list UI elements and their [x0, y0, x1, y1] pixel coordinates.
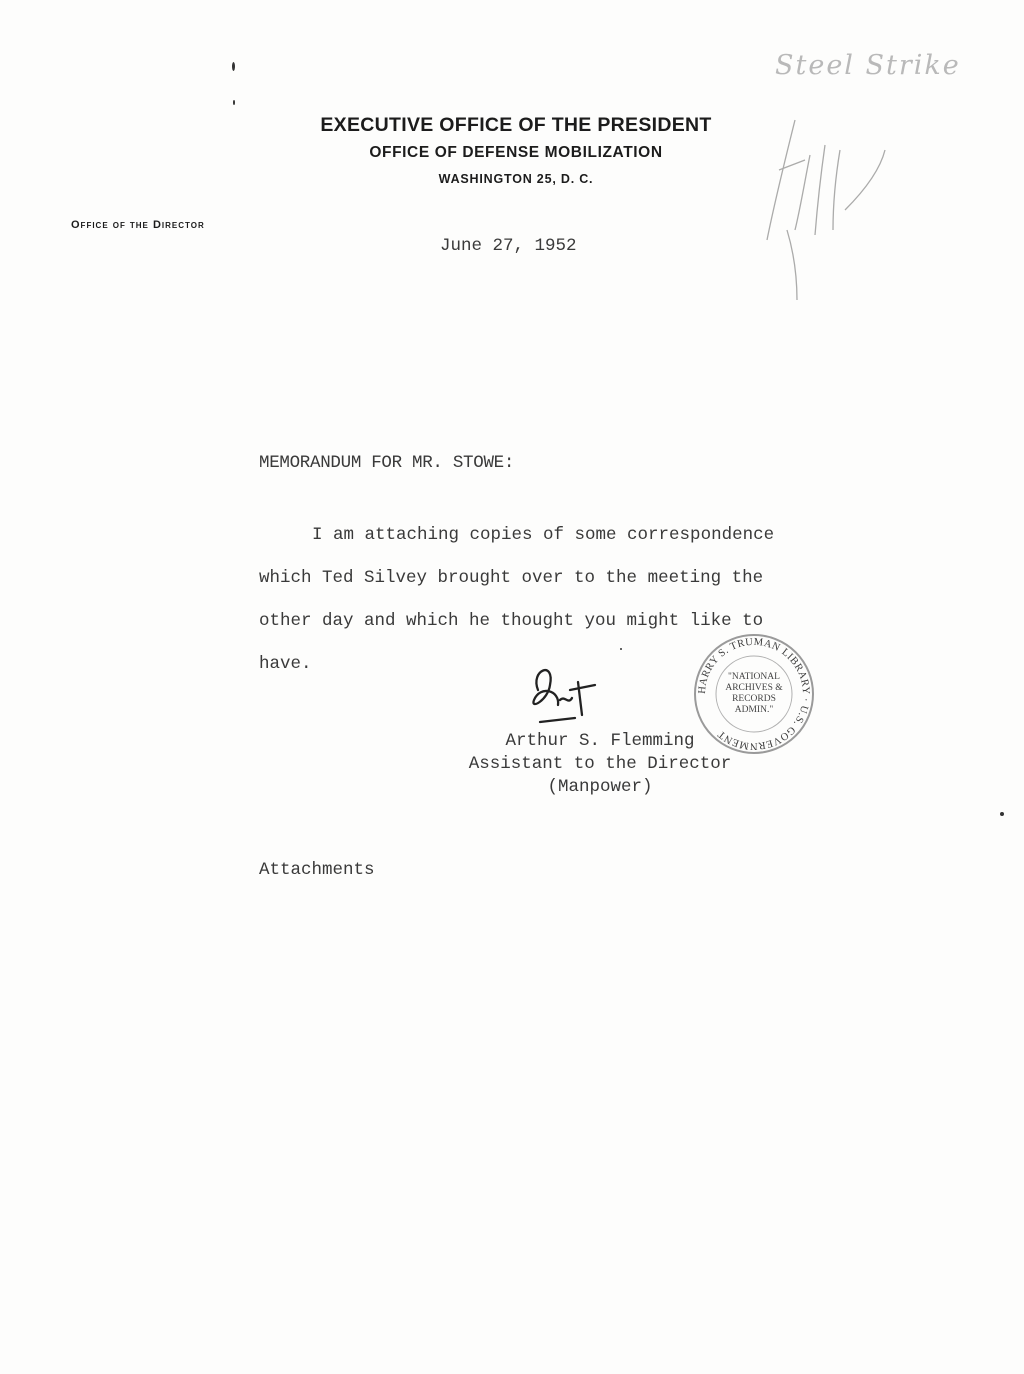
- stamp-line-4: ADMIN.": [734, 705, 774, 715]
- body-line-1: I am attaching copies of some correspondence: [312, 525, 775, 545]
- handwritten-annotation: Steel Strike: [775, 50, 961, 81]
- attachments-note: Attachments: [259, 860, 375, 880]
- body-line-2: which Ted Silvey brought over to the meeting the: [259, 568, 764, 588]
- stamp-center-text: [692, 672, 816, 716]
- stamp-line-3: RECORDS: [732, 694, 776, 704]
- paper-mark: [620, 648, 622, 650]
- memo-date: June 27, 1952: [440, 236, 577, 256]
- body-line-3: other day and which he thought you might like to: [259, 611, 764, 631]
- paper-mark: [233, 100, 235, 105]
- paper-mark: [232, 62, 235, 71]
- archives-stamp: [692, 632, 816, 756]
- stamp-line-1: "NATIONAL: [728, 672, 780, 682]
- letterhead: [288, 112, 744, 190]
- signer-department: (Manpower): [547, 777, 653, 797]
- stamp-line-2: ARCHIVES &: [725, 683, 783, 693]
- paper-mark: [1000, 812, 1004, 816]
- letterhead-agency: EXECUTIVE OFFICE OF THE PRESIDENT: [320, 114, 712, 136]
- handwritten-signature: [520, 660, 620, 740]
- office-of-director: Office of the Director: [71, 219, 205, 231]
- memo-heading: MEMORANDUM FOR MR. STOWE:: [259, 453, 515, 473]
- handwritten-file-mark: [755, 100, 895, 310]
- body-line-4: have.: [259, 654, 312, 674]
- signer-name: Arthur S. Flemming: [505, 731, 695, 751]
- letterhead-address: WASHINGTON 25, D. C.: [438, 172, 594, 186]
- signer-title: Assistant to the Director: [468, 754, 732, 774]
- letterhead-office: OFFICE OF DEFENSE MOBILIZATION: [369, 144, 663, 161]
- stamp-ring-text: HARRY S. TRUMAN LIBRARY · U.S. GOVERNMENT: [696, 636, 812, 752]
